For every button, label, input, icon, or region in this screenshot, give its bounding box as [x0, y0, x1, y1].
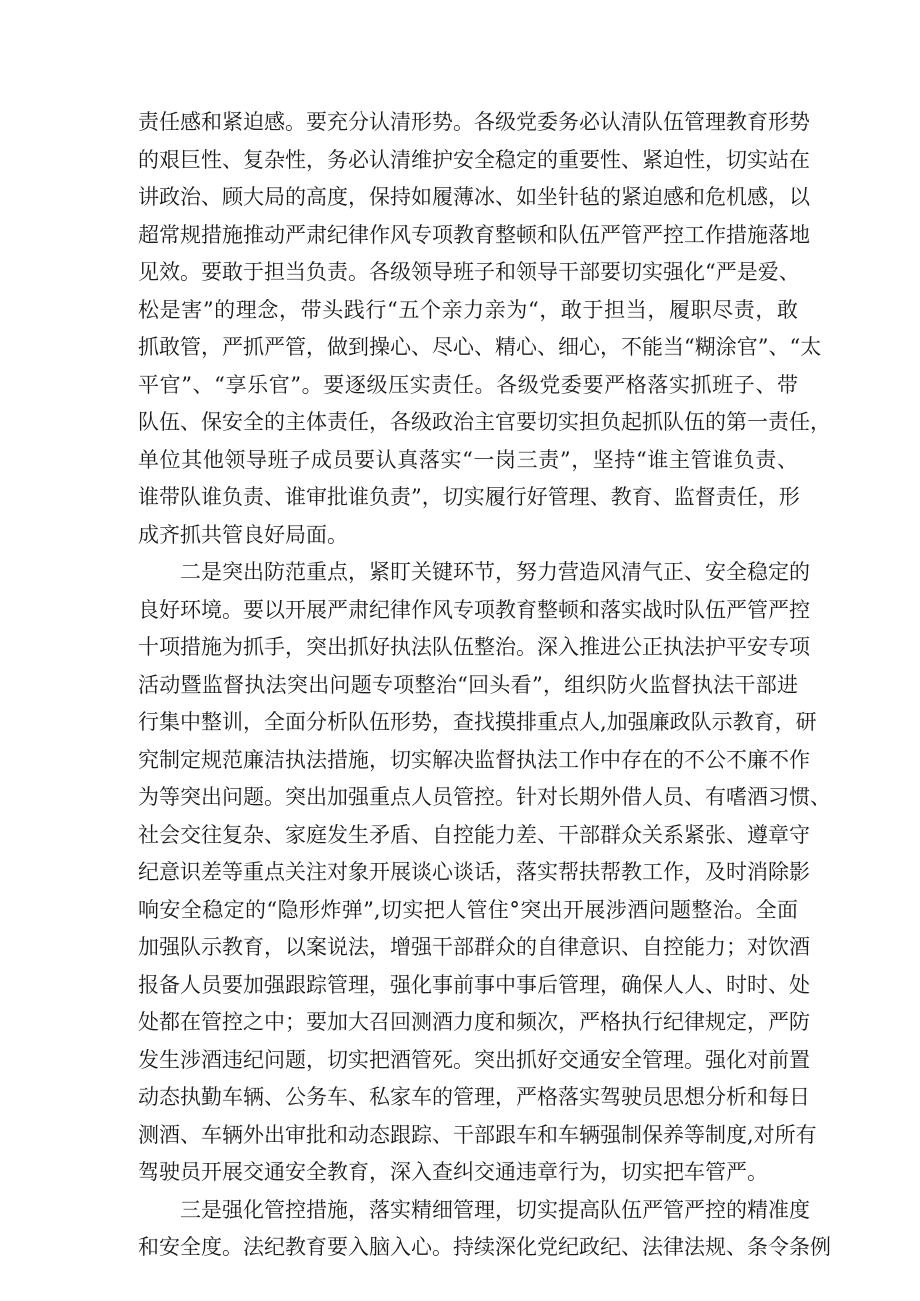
text-line: 处都在管控之中；要加大召回测酒力度和频次，严格执行纪律规定，严防	[138, 1010, 810, 1034]
text-line: 的艰巨性、复杂性，务必认清维护安全稳定的重要性、紧迫性，切实站在	[138, 147, 810, 172]
text-line: 响安全稳定的“隐形炸弹”,切实把人管住°突出开展涉酒问题整治。全面	[138, 897, 798, 922]
text-line: 成齐抓共管良好局面。	[138, 522, 348, 547]
text-line: 十项措施为抓手，突出抓好执法队伍整治。深入推进公正执法护平安专项	[138, 635, 810, 659]
text-line: 社会交往复杂、家庭发生矛盾、自控能力差、干部群众关系紧张、遵章守	[138, 822, 810, 847]
text-line: 谁带队谁负责、谁审批谁负责”，切实履行好管理、教育、监督责任，形	[138, 485, 800, 509]
text-line: 纪意识差等重点关注对象开展谈心谈话，落实帮扶帮教工作，及时消除影	[138, 860, 810, 884]
text-line: 动态执勤车辆、公务车、私家车的管理，严格落实驾驶员思想分析和每日	[138, 1085, 810, 1109]
text-line: 松是害”的理念，带头践行“五个亲力亲为“，敢于担当，履职尽责，敢	[138, 297, 798, 322]
text-line: 三是强化管控措施，落实精细管理，切实提高队伍严管严控的精准度	[180, 1197, 810, 1222]
text-line: 报备人员要加强跟踪管理，强化事前事中事后管理，确保人人、时时、处	[138, 972, 810, 997]
text-line: 加强队示教育，以案说法，增强干部群众的自律意识、自控能力；对饮酒	[138, 935, 810, 959]
text-line: 活动暨监督执法突出问题专项整治“回头看”，组织防火监督执法干部进	[138, 672, 798, 697]
text-line: 测酒、车辆外出审批和动态跟踪、干部跟车和车辆强制保养等制度,对所有	[138, 1122, 817, 1147]
text-line: 平官”、“享乐官”。要逐级压实责任。各级党委要严格落实抓班子、带	[138, 372, 798, 397]
text-line: 责任感和紧迫感。要充分认清形势。各级党委务必认清队伍管理教育形势	[138, 110, 810, 134]
text-line: 超常规措施推动严肃纪律作风专项教育整顿和队伍严管严控工作措施落地	[138, 222, 810, 247]
text-line: 见效。要敢于担当负责。各级领导班子和领导干部要切实强化“严是爱、	[138, 260, 800, 284]
text-line: 行集中整训，全面分析队伍形势，查找摸排重点人,加强廉政队示教育，研	[138, 710, 817, 734]
text-line: 抓敢管，严抓严管，做到操心、尽心、精心、细心，不能当“糊涂官”、“太	[138, 335, 822, 359]
text-line: 二是突出防范重点，紧盯关键环节，努力营造风清气正、安全稳定的	[180, 560, 810, 584]
text-line: 单位其他领导班子成员要认真落实“一岗三责”，坚持“谁主管谁负责、	[138, 447, 798, 472]
text-line: 为等突出问题。突出加强重点人员管控。针对长期外借人员、有嗜酒习惯、	[138, 785, 831, 809]
text-line: 讲政治、顾大局的高度，保持如履薄冰、如坐针毡的紧迫感和危机感，以	[138, 185, 810, 209]
text-line: 良好环境。要以开展严肃纪律作风专项教育整顿和落实战时队伍严管严控	[138, 597, 810, 622]
text-line: 究制定规范廉洁执法措施，切实解决监督执法工作中存在的不公不廉不作	[138, 747, 810, 772]
text-line: 和安全度。法纪教育要入脑入心。持续深化党纪政纪、法律法规、条令条例	[138, 1235, 831, 1259]
text-line: 驾驶员开展交通安全教育，深入查纠交通违章行为，切实把车管严。	[138, 1160, 768, 1184]
text-line: 发生涉酒违纪问题，切实把酒管死。突出抓好交通安全管理。强化对前置	[138, 1047, 810, 1072]
text-line: 队伍、保安全的主体责任，各级政治主官要切实担负起抓队伍的第一责任，	[138, 410, 831, 434]
body-text	[138, 104, 831, 1267]
